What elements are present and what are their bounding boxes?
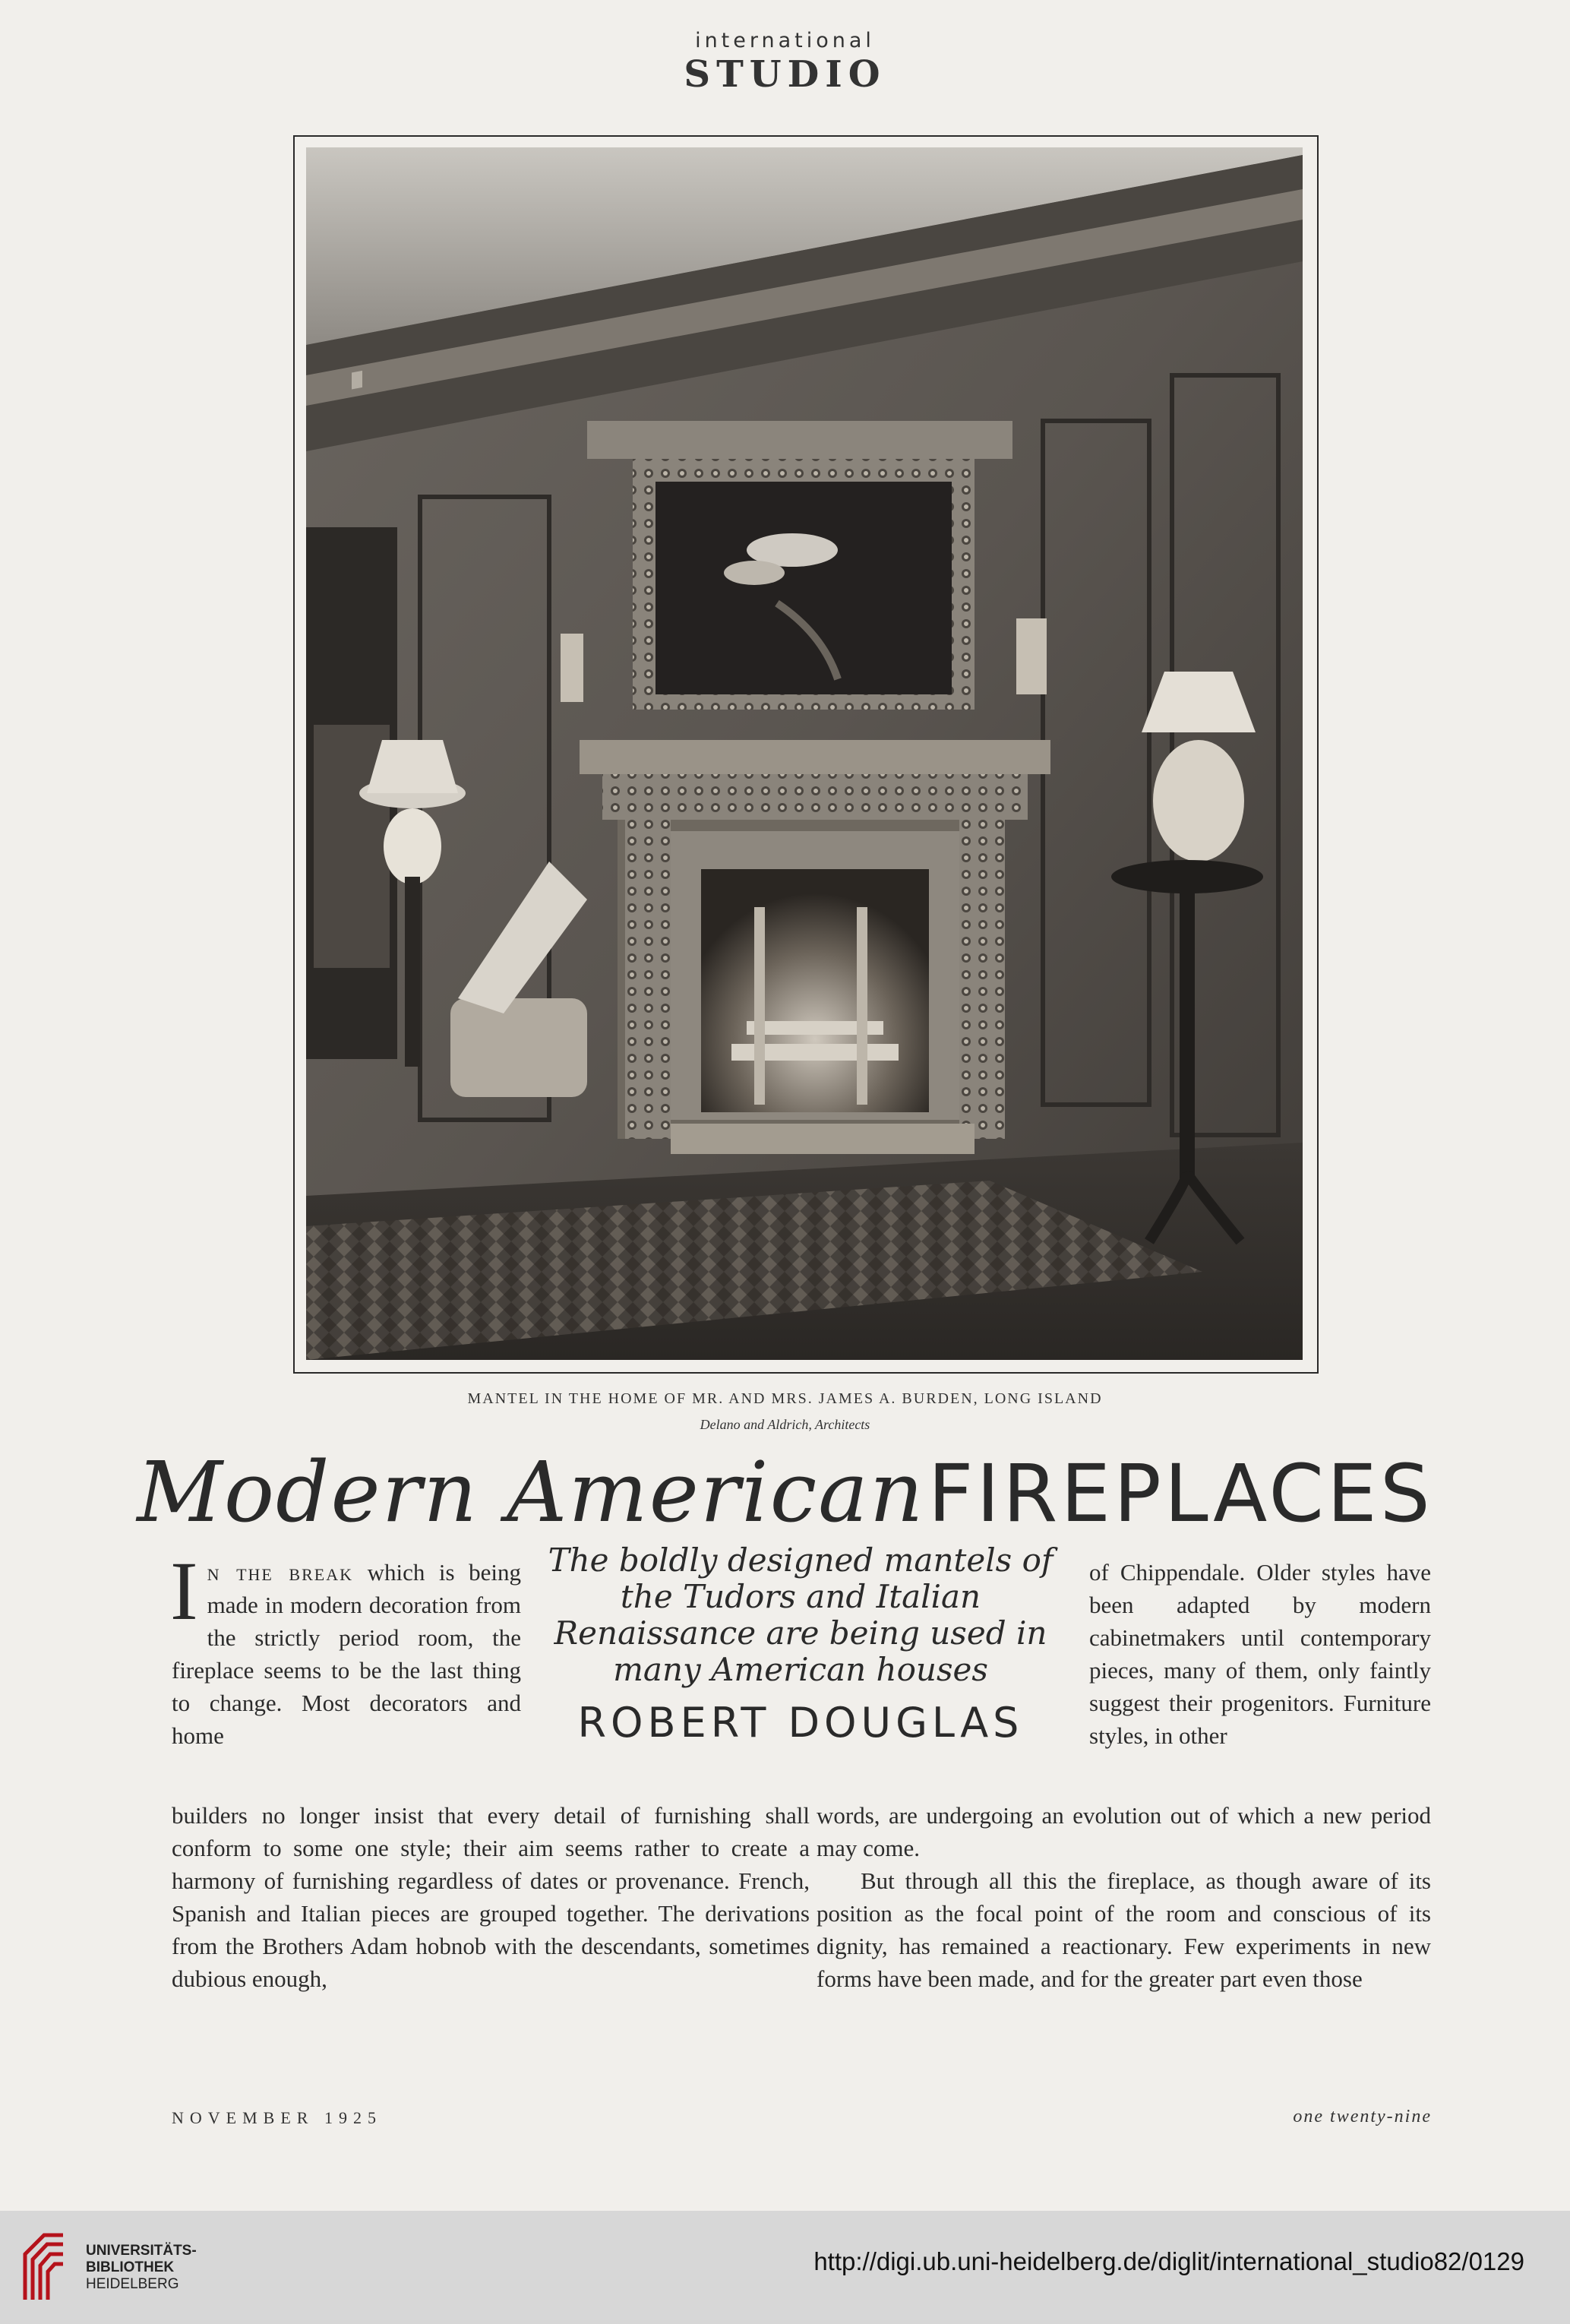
col2-text-bottom: But through all this the fireplace, as though aware of its position as the focal point of the room and conscious of its dignity, has remained a reactionary. Few experiments in new forms have been made, and for the greater part even those xyxy=(817,1867,1431,1992)
article-title xyxy=(0,1443,1570,1541)
library-line-1: UNIVERSITÄTS- xyxy=(86,2243,197,2259)
article-lead xyxy=(539,1542,1062,1747)
title-script-part: Modern American xyxy=(137,1443,925,1541)
library-name xyxy=(86,2243,197,2293)
col2-text-top: of Chippendale. Older styles have been adapted by modern cabinetmakers until contemporary pieces, many of them, only faintly suggest their progenitors. Furniture styles, in other xyxy=(1089,1559,1431,1749)
library-logo-icon xyxy=(21,2228,67,2303)
column-2-bottom xyxy=(817,1799,1431,1995)
source-url-link[interactable]: http://digi.ub.uni-heidelberg.de/diglit/international_studio82/0129 xyxy=(813,2247,1524,2275)
photo-credit: Delano and Aldrich, Architects xyxy=(700,1417,870,1432)
page-number: one twenty-nine xyxy=(1293,2107,1432,2126)
title-caps-part: FIREPLACES xyxy=(927,1447,1433,1540)
col2-text-middle: words, are undergoing an evolution out of which a new period may come. xyxy=(817,1802,1431,1861)
fireplace-photograph xyxy=(306,147,1303,1360)
lead-text: The boldly designed mantels of the Tudors and Italian Renaissance are being used in many American houses xyxy=(548,1541,1054,1688)
masthead-studio: STUDIO xyxy=(684,53,886,96)
library-line-2: BIBLIOTHEK xyxy=(86,2259,175,2275)
opening-smallcaps: n the break xyxy=(207,1559,353,1586)
col1-text-bottom: builders no longer insist that every detail of furnishing shall conform to some one style; their aim seems rather to create a harmony of furnishing regardless of dates or provenance. French, Spanish and Italian pieces are grouped together. The derivations from the Brothers Adam hobnob with the descendants, sometimes dubious enough, xyxy=(172,1802,810,1992)
author-byline: ROBERT DOUGLAS xyxy=(577,1699,1024,1747)
masthead-international: international xyxy=(695,29,875,52)
issue-date: NOVEMBER 1925 xyxy=(172,2108,382,2127)
digitization-banner xyxy=(0,2211,1570,2324)
col1-text-top: which is being made in modern decoration from the strictly period room, the fireplace seems to be the last thing to change. Most decorators and home xyxy=(172,1559,522,1749)
column-2-top xyxy=(1089,1556,1431,1752)
column-1-top xyxy=(170,1545,522,1752)
drop-cap: I xyxy=(170,1545,198,1637)
photo-caption: MANTEL IN THE HOME OF MR. AND MRS. JAMES A. BURDEN, LONG ISLAND xyxy=(467,1390,1103,1407)
column-1-bottom xyxy=(172,1799,810,1995)
library-line-3: HEIDELBERG xyxy=(86,2276,179,2292)
